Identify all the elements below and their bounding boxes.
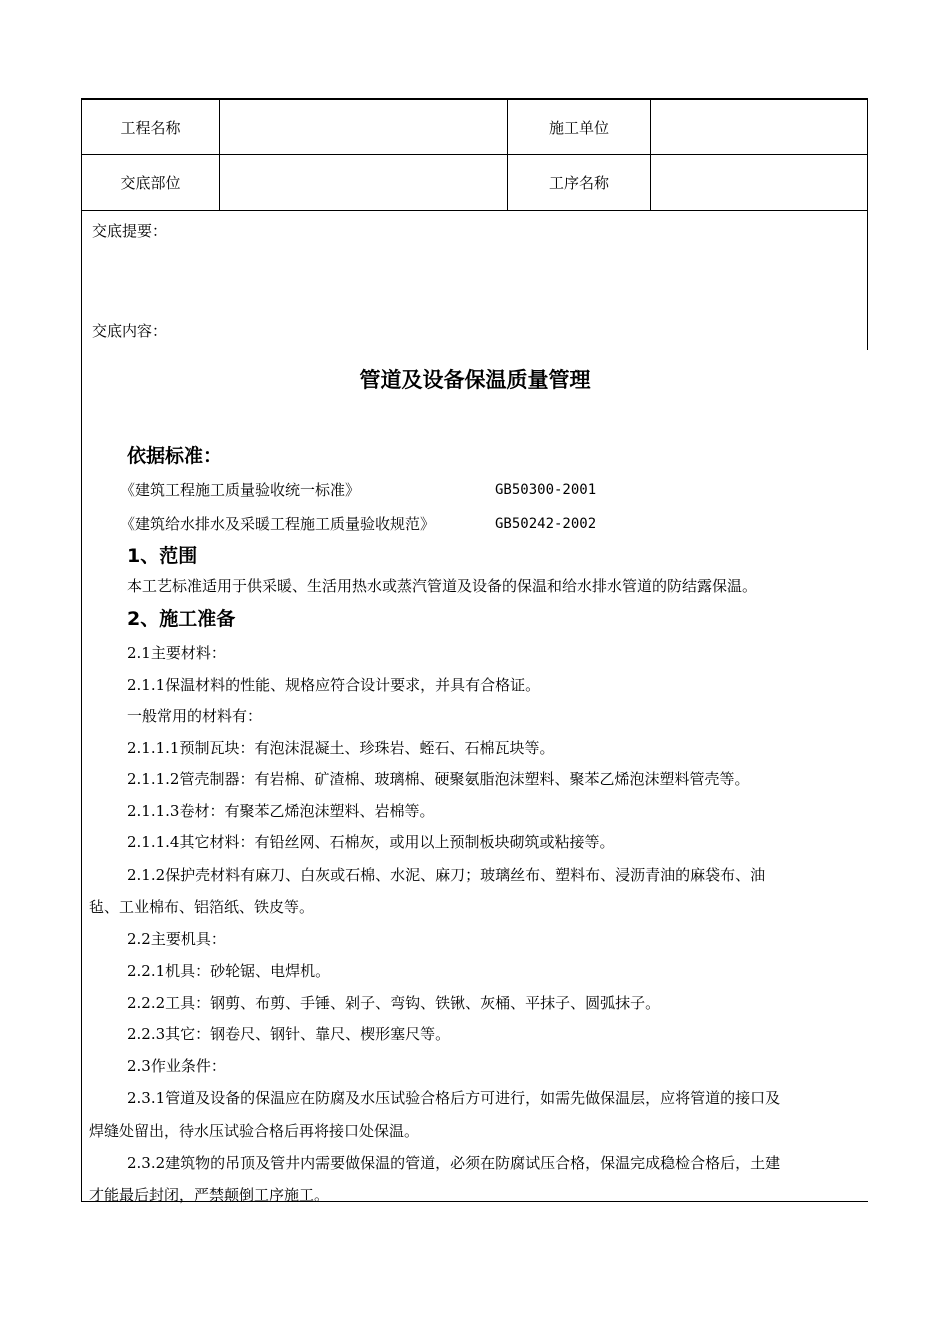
- para-2-3-2-line2: 才能最后封闭，严禁颠倒工序施工。: [89, 1186, 330, 1204]
- para-2-1-1-4: 2.1.1.4其它材料：有铅丝网、石棉灰，或用以上预制板块砌筑或粘接等。: [127, 833, 615, 851]
- para-2-1-2-line2: 毡、工业棉布、铝箔纸、铁皮等。: [89, 898, 315, 916]
- para-2-2: 2.2主要机具：: [127, 930, 226, 948]
- standard-1-code: GB50300-2001: [495, 482, 597, 498]
- standard-2-name: 《建筑给水排水及采暖工程施工质量验收规范》: [120, 515, 436, 533]
- col-divider-1: [219, 98, 220, 211]
- construction-unit-label: 施工单位: [548, 119, 609, 137]
- project-name-label: 工程名称: [120, 119, 181, 137]
- para-2-3-1-line1: 2.3.1管道及设备的保温应在防腐及水压试验合格后方可进行，如需先做保温层，应将管道的接口及: [127, 1089, 781, 1107]
- summary-label: 交底提要：: [92, 222, 168, 240]
- para-common-materials: 一般常用的材料有：: [127, 707, 263, 725]
- standard-1-name: 《建筑工程施工质量验收统一标准》: [120, 481, 361, 499]
- handover-location-label: 交底部位: [120, 174, 181, 192]
- process-name-label: 工序名称: [548, 174, 609, 192]
- para-2-1-1-1: 2.1.1.1预制瓦块：有泡沫混凝土、珍珠岩、蛭石、石棉瓦块等。: [127, 739, 555, 757]
- para-2-3: 2.3作业条件：: [127, 1057, 226, 1075]
- para-2-3-2-line1: 2.3.2建筑物的吊顶及管井内需要做保温的管道，必须在防腐试压合格，保温完成稳检合格后，土建: [127, 1154, 781, 1172]
- content-label: 交底内容：: [92, 322, 168, 340]
- section-1-text: 本工艺标准适用于供采暖、生活用热水或蒸汽管道及设备的保温和给水排水管道的防结露保温。: [127, 577, 758, 595]
- para-2-1-1-2: 2.1.1.2管壳制器：有岩棉、矿渣棉、玻璃棉、硬聚氨脂泡沫塑料、聚苯乙烯泡沫塑料管壳等。: [127, 770, 750, 788]
- col-divider-3: [650, 98, 651, 211]
- section-2-heading: 2、施工准备: [127, 608, 236, 630]
- para-2-2-2: 2.2.2工具：钢剪、布剪、手锤、剁子、弯钩、铁锹、灰桶、平抹子、圆弧抹子。: [127, 994, 661, 1012]
- standard-2-code: GB50242-2002: [495, 516, 597, 532]
- para-2-1-1-3: 2.1.1.3卷材：有聚苯乙烯泡沫塑料、岩棉等。: [127, 802, 435, 820]
- para-2-3-1-line2: 焊缝处留出，待水压试验合格后再将接口处保温。: [89, 1122, 420, 1140]
- document-title: 管道及设备保温质量管理: [359, 368, 591, 392]
- para-2-2-3: 2.2.3其它：钢卷尺、钢针、靠尺、楔形塞尺等。: [127, 1025, 451, 1043]
- table-left-border: [81, 98, 82, 1202]
- section-1-heading: 1、范围: [127, 545, 198, 567]
- para-2-2-1: 2.2.1机具：砂轮锯、电焊机。: [127, 962, 331, 980]
- para-2-1-1: 2.1.1保温材料的性能、规格应符合设计要求，并具有合格证。: [127, 676, 541, 694]
- para-2-1: 2.1主要材料：: [127, 644, 226, 662]
- basis-heading: 依据标准：: [127, 445, 223, 467]
- para-2-1-2-line1: 2.1.2保护壳材料有麻刀、白灰或石棉、水泥、麻刀；玻璃丝布、塑料布、浸沥青油的麻袋布、油: [127, 866, 766, 884]
- table-right-border: [867, 98, 868, 350]
